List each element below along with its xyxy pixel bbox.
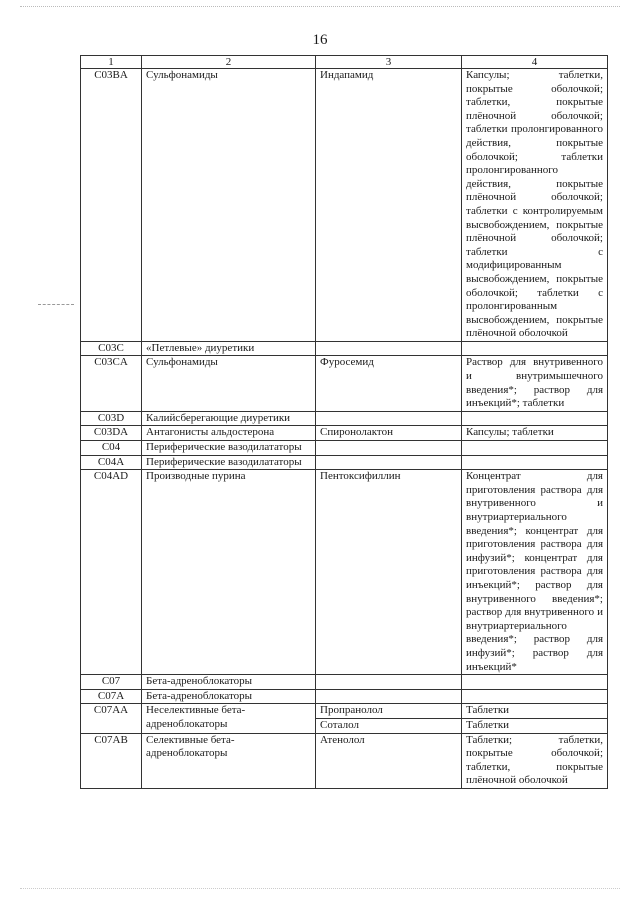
dosage-form: Капсулы; таблетки, покрытые оболочкой; таблетки, покрытые плёночной оболочкой; таблетки пролонгированного действия, покрытые оболочкой; таблетки пролонгированного действия, покрытые плёночной оболочкой; таблетки с контролируемым высвобождением, покрытые плёночной оболочкой; таблетки с модифицированным высвобождением, покрытые оболочкой; таблетки с пролонгированным высвобождением, покрытые плёночной оболочкой: [462, 69, 608, 342]
table-row: [81, 689, 608, 704]
substance-name: [316, 441, 462, 456]
dosage-form: Таблетки: [462, 704, 608, 719]
table-row: [81, 441, 608, 456]
scan-artifact-bottom: [20, 888, 620, 891]
atc-code: C04A: [81, 455, 142, 470]
atc-code: C07AA: [81, 704, 142, 733]
group-name: Неселективные бета-адреноблокаторы: [142, 704, 316, 733]
group-name: Калийсберегающие диуретики: [142, 411, 316, 426]
group-name: Антагонисты альдостерона: [142, 426, 316, 441]
substance-name: Пентоксифиллин: [316, 470, 462, 675]
page-number: 16: [312, 32, 328, 48]
dosage-form: [462, 411, 608, 426]
dosage-form: [462, 441, 608, 456]
column-header: 1: [81, 56, 142, 69]
substance-name: [316, 675, 462, 690]
table-row: [81, 356, 608, 411]
substance-name: Индапамид: [316, 69, 462, 342]
atc-code: C03BA: [81, 69, 142, 342]
substance-name: [316, 689, 462, 704]
dosage-form: [462, 455, 608, 470]
substance-name: [316, 455, 462, 470]
group-name: Бета-адреноблокаторы: [142, 689, 316, 704]
atc-code: C04AD: [81, 470, 142, 675]
table-row: [81, 341, 608, 356]
dosage-form: Таблетки; таблетки, покрытые оболочкой; таблетки, покрытые плёночной оболочкой: [462, 733, 608, 788]
atc-code: C04: [81, 441, 142, 456]
substance-name: Соталол: [316, 718, 462, 733]
column-header: 3: [316, 56, 462, 69]
column-header: 4: [462, 56, 608, 69]
scan-artifact-top: [20, 6, 620, 9]
table-row: [81, 704, 608, 719]
dosage-form: [462, 675, 608, 690]
atc-code: C03C: [81, 341, 142, 356]
substance-name: Фуросемид: [316, 356, 462, 411]
group-name: Производные пурина: [142, 470, 316, 675]
substance-name: Атенолол: [316, 733, 462, 788]
dosage-form: Концентрат для приготовления раствора для внутривенного и внутриартериального введения*; концентрат для приготовления раствора для инфузий*; концентрат для приготовления раствора для инъекций*; раствор для внутривенного введения*; раствор для внутривенного и внутриартериального введения*; раствор для инфузий*; раствор для инъекций*: [462, 470, 608, 675]
dosage-form: Капсулы; таблетки: [462, 426, 608, 441]
dosage-form: [462, 689, 608, 704]
group-name: Бета-адреноблокаторы: [142, 675, 316, 690]
atc-code: C07A: [81, 689, 142, 704]
atc-code: C03CA: [81, 356, 142, 411]
dosage-form: Раствор для внутривенного и внутримышечного введения*; раствор для инъекций*; таблетки: [462, 356, 608, 411]
group-name: Периферические вазодилататоры: [142, 455, 316, 470]
substance-name: [316, 341, 462, 356]
substance-name: Пропранолол: [316, 704, 462, 719]
atc-code: C03DA: [81, 426, 142, 441]
substance-name: Спиронолактон: [316, 426, 462, 441]
table-row: [81, 69, 608, 342]
group-name: Сульфонамиды: [142, 356, 316, 411]
atc-code: C07AB: [81, 733, 142, 788]
atc-code: C07: [81, 675, 142, 690]
table-row: [81, 455, 608, 470]
atc-code: C03D: [81, 411, 142, 426]
group-name: Селективные бета-адреноблокаторы: [142, 733, 316, 788]
table-row: [81, 675, 608, 690]
group-name: Периферические вазодилататоры: [142, 441, 316, 456]
table-header-row: [81, 56, 608, 69]
group-name: «Петлевые» диуретики: [142, 341, 316, 356]
table-row: [81, 470, 608, 675]
drug-table: [80, 55, 608, 789]
scan-artifact-margin: [38, 304, 74, 315]
table-row: [81, 733, 608, 788]
substance-name: [316, 411, 462, 426]
column-header: 2: [142, 56, 316, 69]
table-row: [81, 411, 608, 426]
group-name: Сульфонамиды: [142, 69, 316, 342]
dosage-form: [462, 341, 608, 356]
table-row: [81, 426, 608, 441]
dosage-form: Таблетки: [462, 718, 608, 733]
